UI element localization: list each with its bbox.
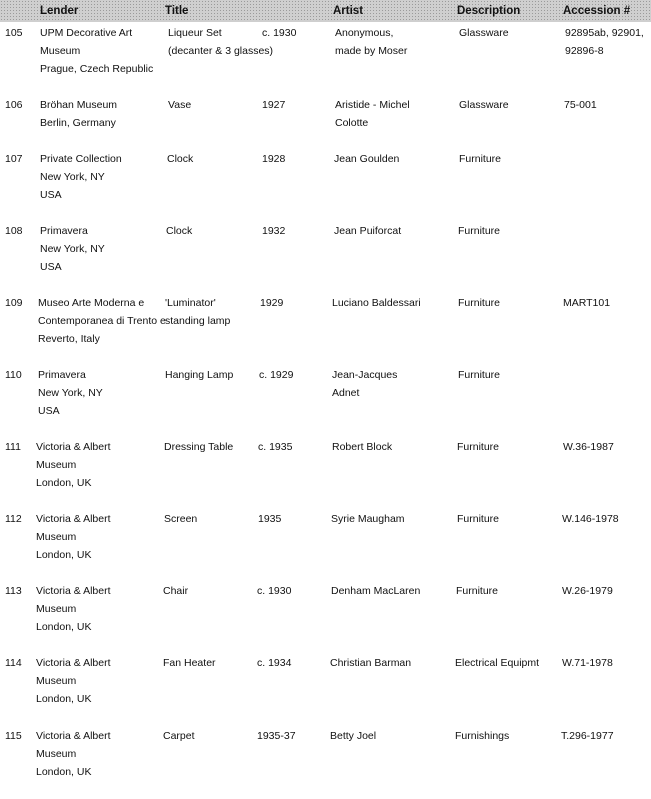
lender-cell [36, 727, 111, 781]
table-row [0, 654, 651, 726]
item-number: 110 [5, 369, 22, 381]
header-lender: Lender [40, 5, 79, 17]
lender-cell-line: Museum [36, 675, 77, 687]
lender-cell-line: Museum [36, 459, 77, 471]
title-cell [164, 510, 197, 528]
title-cell [168, 96, 191, 114]
header-artist: Artist [333, 5, 364, 17]
accession-cell [564, 96, 597, 114]
item-number: 114 [5, 657, 22, 669]
lender-cell [40, 96, 117, 132]
lender-cell [40, 24, 153, 78]
description-cell: Furniture [459, 153, 502, 165]
lender-cell-line: Prague, Czech Republic [40, 63, 154, 75]
date-cell: 1929 [260, 297, 284, 309]
header-accession: Accession # [563, 5, 631, 17]
table-row [0, 222, 651, 294]
description-cell: Furniture [457, 513, 500, 525]
lender-cell-line: London, UK [36, 621, 92, 633]
accession-cell [563, 438, 614, 456]
artist-cell [334, 150, 399, 168]
date-cell: 1935 [258, 513, 282, 525]
title-cell-line: Screen [164, 513, 198, 525]
description-cell: Furniture [456, 585, 499, 597]
table-header [0, 0, 651, 22]
table-row [0, 510, 651, 582]
title-cell-line: Clock [167, 153, 194, 165]
title-cell-line: Carpet [163, 730, 195, 742]
title-cell [165, 366, 233, 384]
lender-cell-line: Museo Arte Moderna e [38, 297, 145, 309]
artist-cell-line: Jean Goulden [334, 153, 400, 165]
lender-cell-line: USA [38, 405, 60, 417]
artist-cell-line: Adnet [332, 387, 360, 399]
artist-cell-line: Syrie Maugham [331, 513, 405, 525]
artist-cell-line: Betty Joel [330, 730, 377, 742]
accession-cell [561, 727, 614, 745]
accession-cell [563, 294, 610, 312]
lender-cell [40, 222, 105, 276]
lender-cell-line: New York, NY [40, 243, 105, 255]
table-row [0, 582, 651, 654]
artist-cell [332, 366, 397, 402]
table-row [0, 150, 651, 222]
date-cell: c. 1930 [262, 27, 297, 39]
lender-cell-line: UPM Decorative Art [40, 27, 133, 39]
accession-cell-line: 92896-8 [565, 45, 604, 57]
artist-cell [331, 582, 420, 600]
title-cell-line: standing lamp [165, 315, 231, 327]
artist-cell [335, 96, 410, 132]
title-cell [163, 654, 216, 672]
lender-cell [36, 438, 111, 492]
header-description: Description [457, 5, 521, 17]
lender-cell-line: Victoria & Albert [36, 657, 111, 669]
lender-cell-line: London, UK [36, 693, 92, 705]
accession-cell-line: W.146-1978 [562, 513, 619, 525]
lender-cell-line: Victoria & Albert [36, 730, 111, 742]
date-cell: c. 1929 [259, 369, 294, 381]
accession-cell-line: T.296-1977 [561, 730, 614, 742]
description-cell: Furniture [458, 297, 501, 309]
accession-cell-line: W.26-1979 [562, 585, 613, 597]
lender-cell-line: Bröhan Museum [40, 99, 118, 111]
lender-cell-line: USA [40, 261, 62, 273]
artist-cell-line: Jean-Jacques [332, 369, 398, 381]
date-cell: 1932 [262, 225, 286, 237]
item-number: 115 [5, 730, 22, 742]
title-cell [163, 582, 188, 600]
artist-cell-line: Robert Block [332, 441, 393, 453]
lender-cell-line: New York, NY [38, 387, 103, 399]
date-cell: c. 1930 [257, 585, 292, 597]
item-number: 108 [5, 225, 23, 237]
description-cell: Glassware [459, 27, 509, 39]
lender-cell-line: USA [40, 189, 62, 201]
table-row [0, 438, 651, 510]
artist-cell [332, 438, 392, 456]
description-cell: Electrical Equipmt [455, 657, 540, 669]
accession-cell-line: W.36-1987 [563, 441, 614, 453]
lender-cell-line: Victoria & Albert [36, 585, 111, 597]
title-cell [168, 24, 273, 60]
item-number: 112 [5, 513, 22, 525]
title-cell-line: (decanter & 3 glasses) [168, 45, 274, 57]
lender-cell [36, 582, 111, 636]
lender-cell-line: London, UK [36, 549, 92, 561]
header-title: Title [165, 5, 189, 17]
lender-cell [38, 366, 103, 420]
accession-cell-line: 92895ab, 92901, [565, 27, 644, 39]
artist-cell [335, 24, 407, 60]
title-cell-line: Vase [168, 99, 192, 111]
artist-cell-line: Jean Puiforcat [334, 225, 402, 237]
accession-cell-line: W.71-1978 [562, 657, 613, 669]
description-cell: Furniture [458, 369, 501, 381]
item-number: 105 [5, 27, 23, 39]
accession-cell [562, 510, 619, 528]
date-cell: 1927 [262, 99, 286, 111]
artist-cell-line: Aristide - Michel [335, 99, 410, 111]
date-cell: c. 1935 [258, 441, 293, 453]
description-cell: Furnishings [455, 730, 510, 742]
title-cell-line: Dressing Table [164, 441, 234, 453]
description-cell: Glassware [459, 99, 509, 111]
title-cell-line: Hanging Lamp [165, 369, 234, 381]
date-cell: 1928 [262, 153, 286, 165]
artist-cell-line: Denham MacLaren [331, 585, 421, 597]
accession-cell [562, 582, 613, 600]
lender-cell-line: London, UK [36, 766, 92, 778]
lender-cell-line: Victoria & Albert [36, 441, 111, 453]
title-cell-line: Chair [163, 585, 189, 597]
artist-cell [330, 654, 411, 672]
title-cell [163, 727, 195, 745]
artist-cell-line: Anonymous, [335, 27, 394, 39]
accession-cell [562, 654, 613, 672]
lender-cell [36, 510, 111, 564]
date-cell: c. 1934 [257, 657, 292, 669]
table-row [0, 24, 651, 96]
lender-cell-line: Museum [40, 45, 81, 57]
lender-cell-line: Private Collection [40, 153, 122, 165]
artist-cell-line: made by Moser [335, 45, 408, 57]
title-cell [165, 294, 230, 330]
table-row [0, 366, 651, 438]
lender-cell-line: Primavera [38, 369, 86, 381]
item-number: 106 [5, 99, 23, 111]
artist-cell [330, 727, 376, 745]
lender-cell [40, 150, 122, 204]
item-number: 107 [5, 153, 23, 165]
lender-cell-line: Primavera [40, 225, 88, 237]
title-cell-line: Liqueur Set [168, 27, 222, 39]
lender-cell-line: Reverto, Italy [38, 333, 100, 345]
date-cell: 1935-37 [257, 730, 296, 742]
lender-cell [38, 294, 166, 348]
table-row [0, 294, 651, 366]
table-row [0, 727, 651, 799]
item-number: 113 [5, 585, 22, 597]
lender-cell-line: New York, NY [40, 171, 105, 183]
lender-cell-line: London, UK [36, 477, 92, 489]
artist-cell [331, 510, 405, 528]
description-cell: Furniture [457, 441, 500, 453]
lender-cell-line: Contemporanea di Trento e [38, 315, 166, 327]
item-number: 109 [5, 297, 23, 309]
title-cell-line: 'Luminator' [165, 297, 216, 309]
item-number: 111 [5, 441, 21, 453]
description-cell: Furniture [458, 225, 501, 237]
title-cell [164, 438, 233, 456]
lender-cell-line: Museum [36, 531, 77, 543]
accession-cell-line: MART101 [563, 297, 611, 309]
artist-cell [334, 222, 401, 240]
title-cell [166, 222, 192, 240]
lender-cell-line: Victoria & Albert [36, 513, 111, 525]
artist-cell-line: Luciano Baldessari [332, 297, 421, 309]
lender-cell [36, 654, 111, 708]
artist-cell [332, 294, 421, 312]
accession-cell-line: 75-001 [564, 99, 597, 111]
artist-cell-line: Christian Barman [330, 657, 412, 669]
title-cell-line: Clock [166, 225, 193, 237]
artist-cell-line: Colotte [335, 117, 369, 129]
title-cell [167, 150, 193, 168]
lender-cell-line: Museum [36, 748, 77, 760]
accession-cell [565, 24, 644, 60]
lender-cell-line: Museum [36, 603, 77, 615]
lender-cell-line: Berlin, Germany [40, 117, 116, 129]
title-cell-line: Fan Heater [163, 657, 216, 669]
